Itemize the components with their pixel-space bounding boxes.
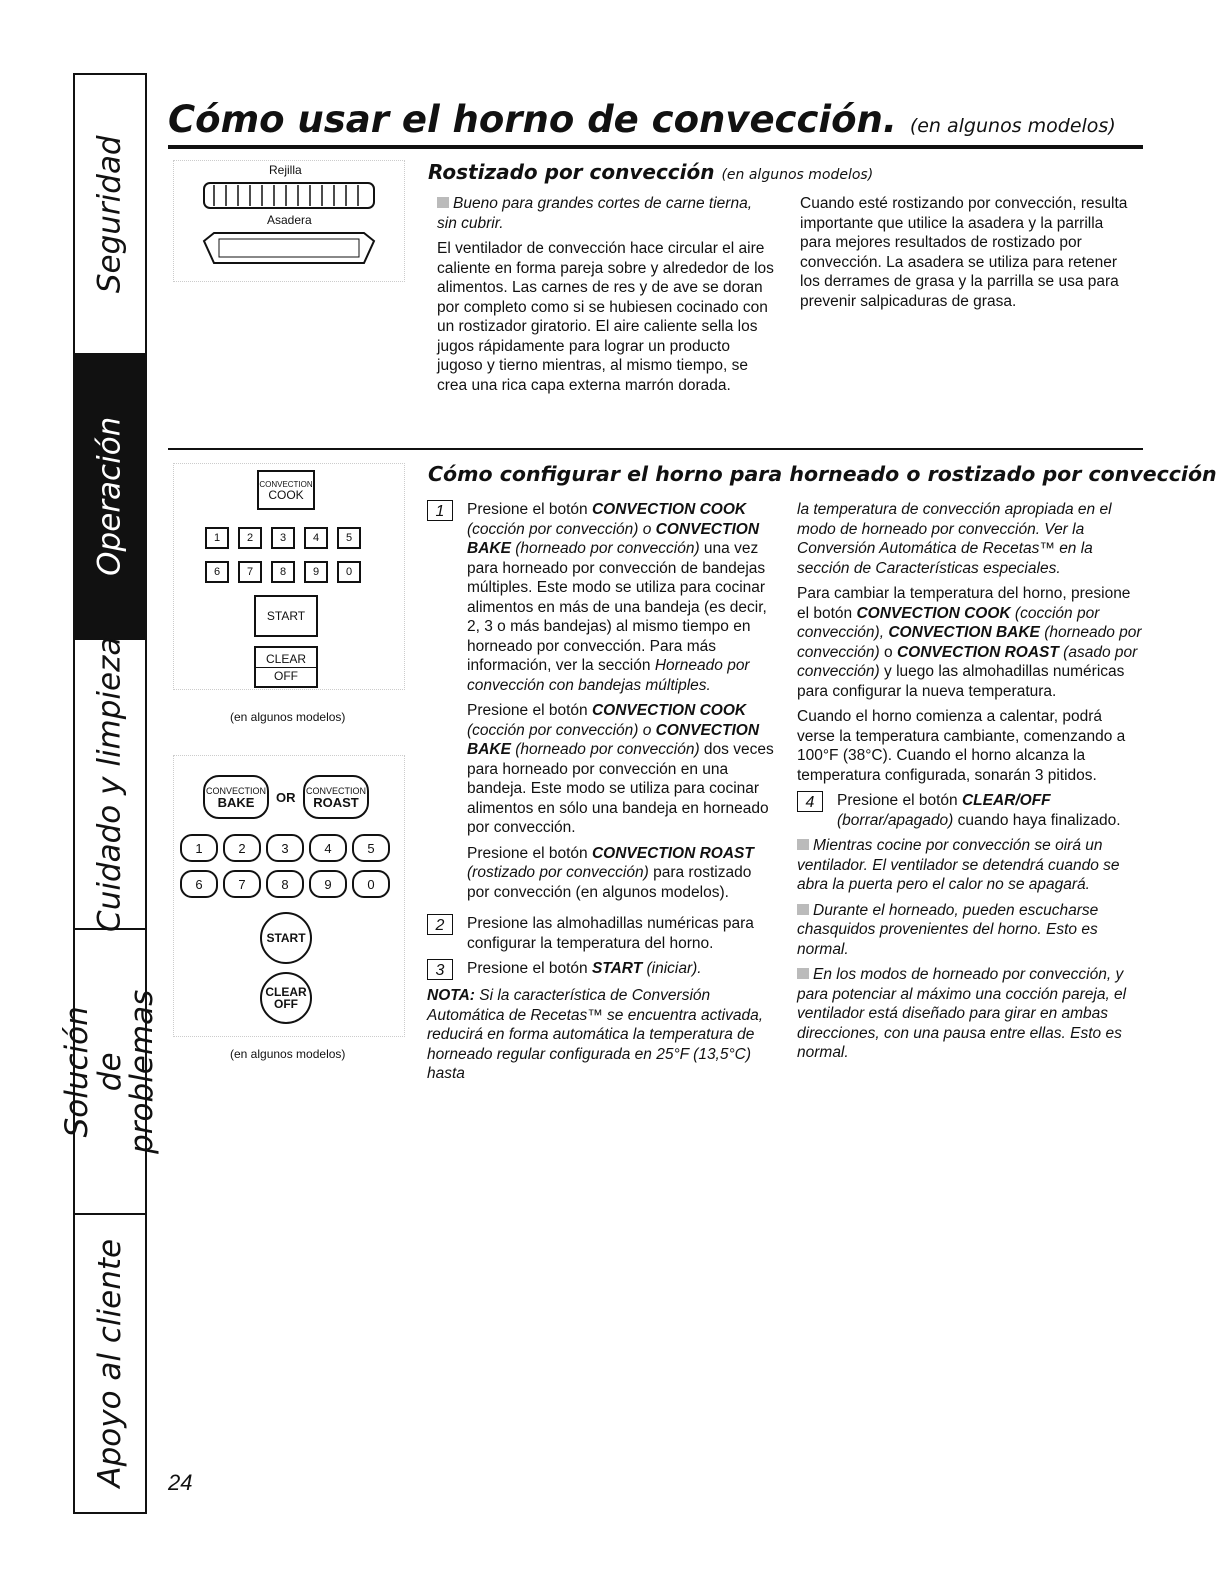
roast-paragraph-2: Cuando esté rostizando por convección, resulta importante que utilice la asadera y la parrilla para mejores resultados de rostizado por convección. La asadera se utiliza para retener los derrames de grasa y la parrilla se usa para prevenir salpicaduras de grasa. [800,195,1128,310]
page-title-note: (en algunos modelos) [909,115,1116,137]
start-key: START [254,595,318,637]
digit-key: 5 [337,527,361,549]
roast-heading: Rostizado por convección (en algunos modelos) [428,160,874,184]
step-number: 1 [427,500,453,521]
roast-bullet: Bueno para grandes cortes de carne tierna, sin cubrir. [437,195,752,232]
setup-col1 [427,500,777,1090]
digit-key: 5 [352,834,390,862]
clear-off-key: CLEAR OFF [254,646,318,688]
step-2: 2 Presione las almohadillas numéricas para configurar la temperatura del horno. [427,914,777,953]
setup-heading: Cómo configurar el horno para horneado o rostizado por convección [428,462,1217,486]
digit-key: 1 [205,527,229,549]
col3-paragraph-2: Para cambiar la temperatura del horno, presione el botón CONVECTION COOK (cocción por convección), CONVECTION BAKE (horneado por convección) o CONVECTION ROAST (asado por convección) y luego las almohadillas numéricas para configurar la nueva temperatura. [797,585,1142,700]
digit-key: 9 [309,870,347,898]
step-1: 1 Presione el botón CONVECTION COOK (cocción por convección) o CONVECTION BAKE (horneado por convección) una vez para horneado por convección de bandejas múltiples. Este modo se utiliza para cocinar alimentos en más de una bandeja (es decir, 2, 3 o más bandejas) al mismo tiempo en horneado por convección. Para más información, ver la sección Horneado por convección con bandejas múltiples. Presione el botón CONVECTION COOK (cocción por convección) o CONVECTION BAKE (horneado por convección) dos veces para horneado por convección en una bandeja. Este modo se utiliza para cocinar alimentos en sólo una bandeja en horneado por convección. Presione el botón CONVECTION ROAST (rostizado por convección) para rostizado por convección (en algunos modelos). [427,500,777,908]
digit-key: 0 [337,561,361,583]
digit-key: 4 [309,834,347,862]
convection-bake-key: CONVECTION BAKE [203,775,269,819]
bullet-item: En los modos de horneado por convección, y para potenciar al máximo una cocción pareja, el ventilador está diseñado para girar en ambas direcciones, con una pausa entre ellas. Esto es normal. [797,966,1127,1061]
digit-key: 1 [180,834,218,862]
roast-paragraph-1: El ventilador de convección hace circular el aire caliente en forma pareja sobre y alrededor de los alimentos. Las carnes de res y de ave se doran por completo como si se hubiesen cocinado con un rostizador giratorio. El aire caliente sella los jugos rápidamente para lograr un producto jugoso y tierno mientras, al mismo tiempo, se crea una rica capa externa marrón dorada. [437,240,774,394]
digit-key: 6 [205,561,229,583]
clear-off-key: CLEAR OFF [260,972,312,1024]
tab-cuidado-y-limpieza[interactable] [75,636,145,932]
digit-key: 6 [180,870,218,898]
bullet-icon [797,968,809,979]
digit-key: 4 [304,527,328,549]
tab-label: Solución de problemas [59,989,161,1154]
step-number: 4 [797,791,823,812]
tab-apoyo-al-cliente[interactable] [75,1215,145,1512]
digit-key: 8 [271,561,295,583]
tab-label: Cuidado y limpieza [91,636,128,932]
step-4: 4 Presione el botón CLEAR/OFF (borrar/apagado) cuando haya finalizado. [797,791,1142,830]
convection-cook-key: CONVECTION COOK [257,470,315,510]
or-label: OR [276,790,296,805]
step-3: 3 Presione el botón START (iniciar). [427,959,777,980]
col3-paragraph-3: Cuando el horno comienza a calentar, podrá verse la temperatura cambiante, comenzando a 100°F (38°C). Cuando el horno alcanza la temperatura configurada, sonarán 3 pitidos. [797,708,1126,784]
pan-label: Asadera [264,213,315,227]
roast-col2 [800,194,1138,317]
digit-key: 0 [352,870,390,898]
digit-key: 9 [304,561,328,583]
tab-label: Seguridad [91,135,128,293]
bullet-icon [437,197,449,208]
tab-solucion-de-problemas[interactable] [59,930,161,1215]
digit-key: 3 [271,527,295,549]
keypad-caption-1: (en algunos modelos) [230,710,346,724]
tab-seguridad[interactable] [75,75,145,355]
note: NOTA: Si la característica de Conversión Automática de Recetas™ se encuentra activada, reducirá en forma automática la temperatura de horneado regular configurada en 25°F (13,5°C) hasta [427,987,764,1082]
step-number: 3 [427,959,453,980]
digit-key: 2 [238,527,262,549]
section-tabs [59,73,161,1514]
digit-key: 3 [266,834,304,862]
convection-roast-key: CONVECTION ROAST [303,775,369,819]
section-rule [168,448,1143,450]
tab-label: Operación [91,416,128,577]
digit-key: 7 [223,870,261,898]
rack-label: Rejilla [269,163,302,177]
tab-label: Apoyo al cliente [91,1239,128,1488]
roast-pan-figure [173,160,405,282]
keypad-caption-2: (en algunos modelos) [230,1047,346,1061]
digit-key: 7 [238,561,262,583]
roast-heading-note: (en algunos modelos) [721,167,874,183]
page-number: 24 [168,1470,193,1495]
page-title: Cómo usar el horno de convección. (en algunos modelos) [168,98,1116,141]
bullet-item: Durante el horneado, pueden escucharse chasquidos provenientes del horno. Esto es normal. [797,901,1099,958]
bullet-icon [797,839,809,850]
col3-paragraph-1: la temperatura de convección apropiada en el modo de horneado por convección. Ver la Conversión Automática de Recetas™ en la sección de Características especiales. [797,501,1112,577]
tab-operacion[interactable] [75,355,145,640]
bullet-item: Mientras cocine por convección se oirá un ventilador. El ventilador se detendrá cuando se abra la puerta pero el calor no se apagará. [797,837,1120,893]
digit-key: 2 [223,834,261,862]
start-key: START [260,912,312,964]
title-rule [168,145,1143,149]
setup-col2 [797,500,1142,1069]
bullet-icon [797,904,809,915]
digit-key: 8 [266,870,304,898]
step-number: 2 [427,914,453,935]
roast-col1 [437,194,775,401]
